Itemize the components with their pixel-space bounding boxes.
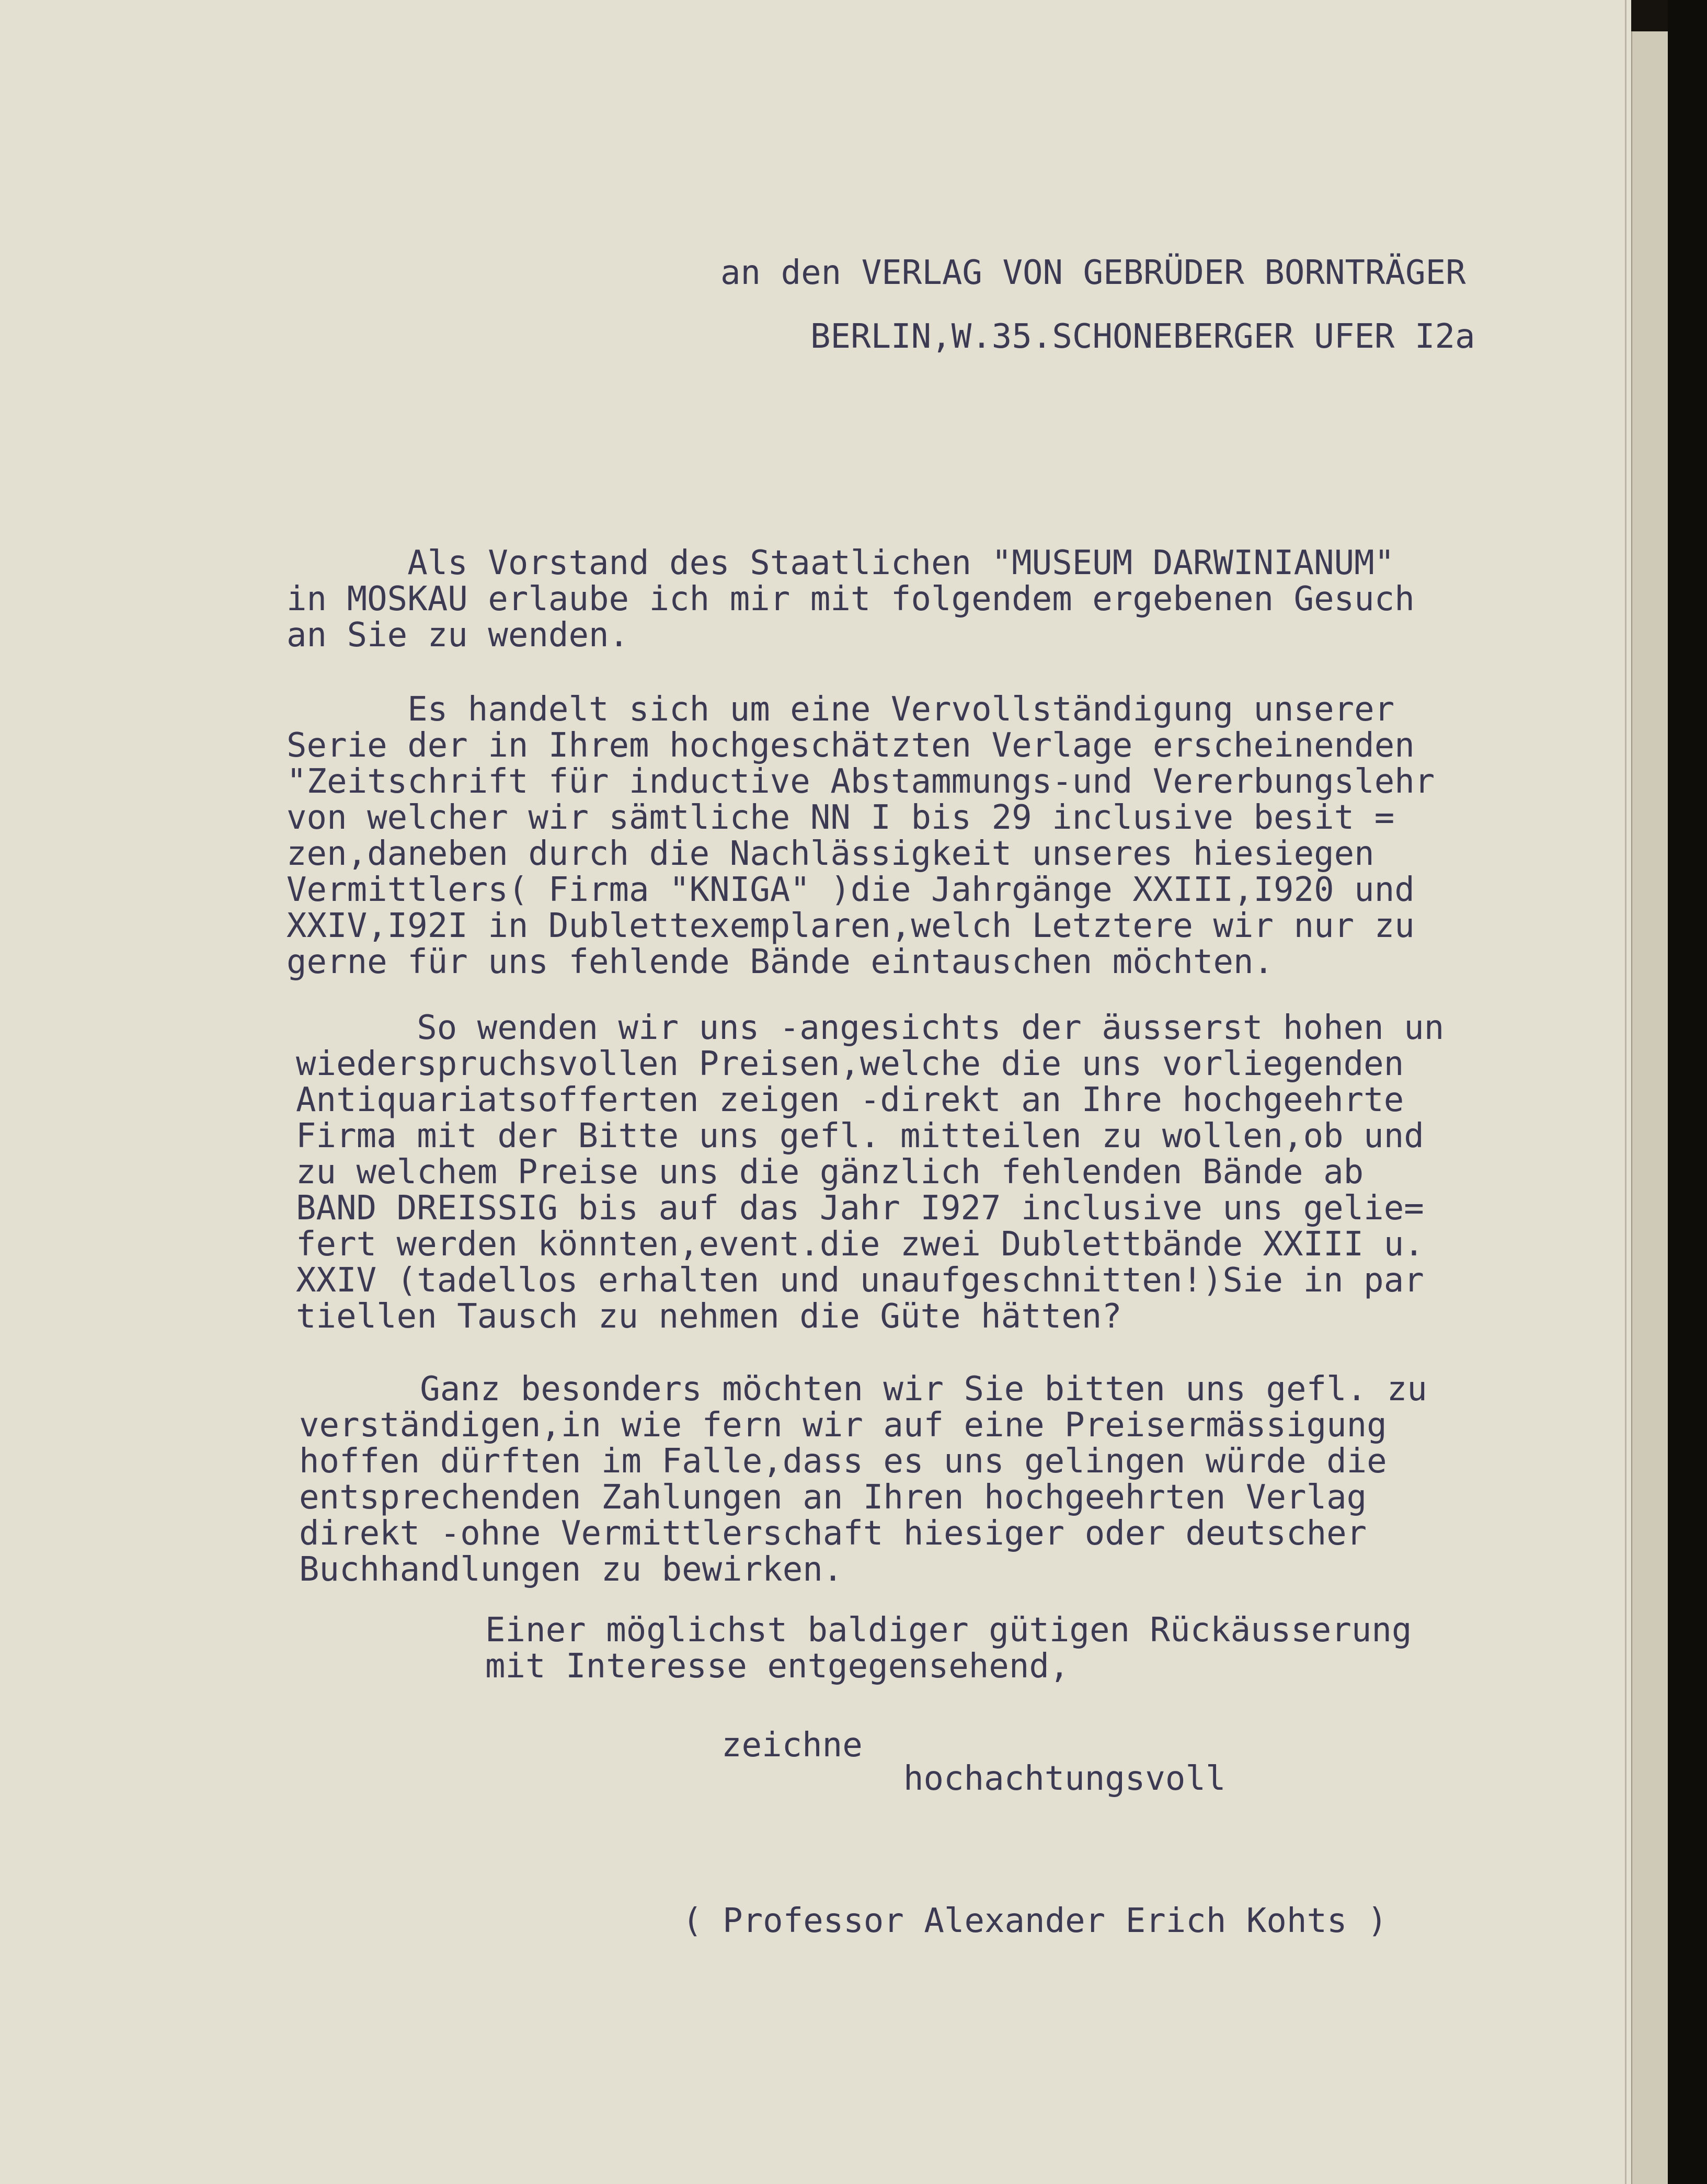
regards-text: hochachtungsvoll	[903, 1759, 1226, 1798]
background-edge	[1668, 0, 1707, 2184]
paragraph-1: Als Vorstand des Staatlichen "MUSEUM DARWINIANUM" in MOSKAU erlaube ich mir mit folgendem ergebenen Gesuch an Sie zu wenden.	[287, 544, 1415, 655]
signature-line: ( Professor Alexander Erich Kohts )	[682, 1902, 1388, 1940]
paragraph-2: Es handelt sich um eine Vervollständigung unserer Serie der in Ihrem hochgeschätzten Verlage erscheinenden "Zeitschrift für inductive Abstammungs-und Vererbungslehr von welcher wir sämtliche NN I bis 29 inclusive besit = zen,daneben durch die Nachlässigkeit unseres hiesiegen Vermittlers( Firma "KNIGA" )die Jahrgänge XXIII,I920 und XXIV,I92I in Dublettexemplaren,welch Letztere wir nur zu gerne für uns fehlende Bände eintauschen möchten.	[287, 690, 1435, 981]
recipient-line-2: BERLIN,W.35.SCHONEBERGER UFER I2a	[810, 317, 1475, 356]
recipient-line-1: an den VERLAG VON GEBRÜDER BORNTRÄGER	[720, 254, 1466, 292]
paragraph-4: Ganz besonders möchten wir Sie bitten uns gefl. zu verständigen,in wie fern wir auf eine Preisermässigung hoffen dürften im Falle,dass es uns gelingen würde die entsprechenden Zahlungen an Ihren hochgeehrten Verlag direkt -ohne Vermittlerschaft hiesiger oder deutscher Buchhandlungen zu bewirken.	[299, 1370, 1427, 1589]
sheet-edge	[1625, 0, 1626, 2184]
underlying-page-edge	[1631, 31, 1669, 2184]
closing-text: Einer möglichst baldiger gütigen Rückäusserung mit Interesse entgegensehend,	[485, 1611, 1412, 1686]
paragraph-3: So wenden wir uns -angesichts der äusserst hohen un wiederspruchsvollen Preisen,welche die uns vorliegenden Antiquariatsofferten zeigen -direkt an Ihre hochgeehrte Firma mit der Bitte uns gefl. mitteilen zu wollen,ob und zu welchem Preise uns die gänzlich fehlenden Bände ab BAND DREISSIG bis auf das Jahr I927 inclusive uns gelie= fert werden könnten,event.die zwei Dublettbände XXIII u. XXIV (tadellos erhalten und unaufgeschnitten!)Sie in par tiellen Tausch zu nehmen die Güte hätten?	[296, 1009, 1445, 1336]
zeichne-text: zeichne	[721, 1726, 863, 1765]
